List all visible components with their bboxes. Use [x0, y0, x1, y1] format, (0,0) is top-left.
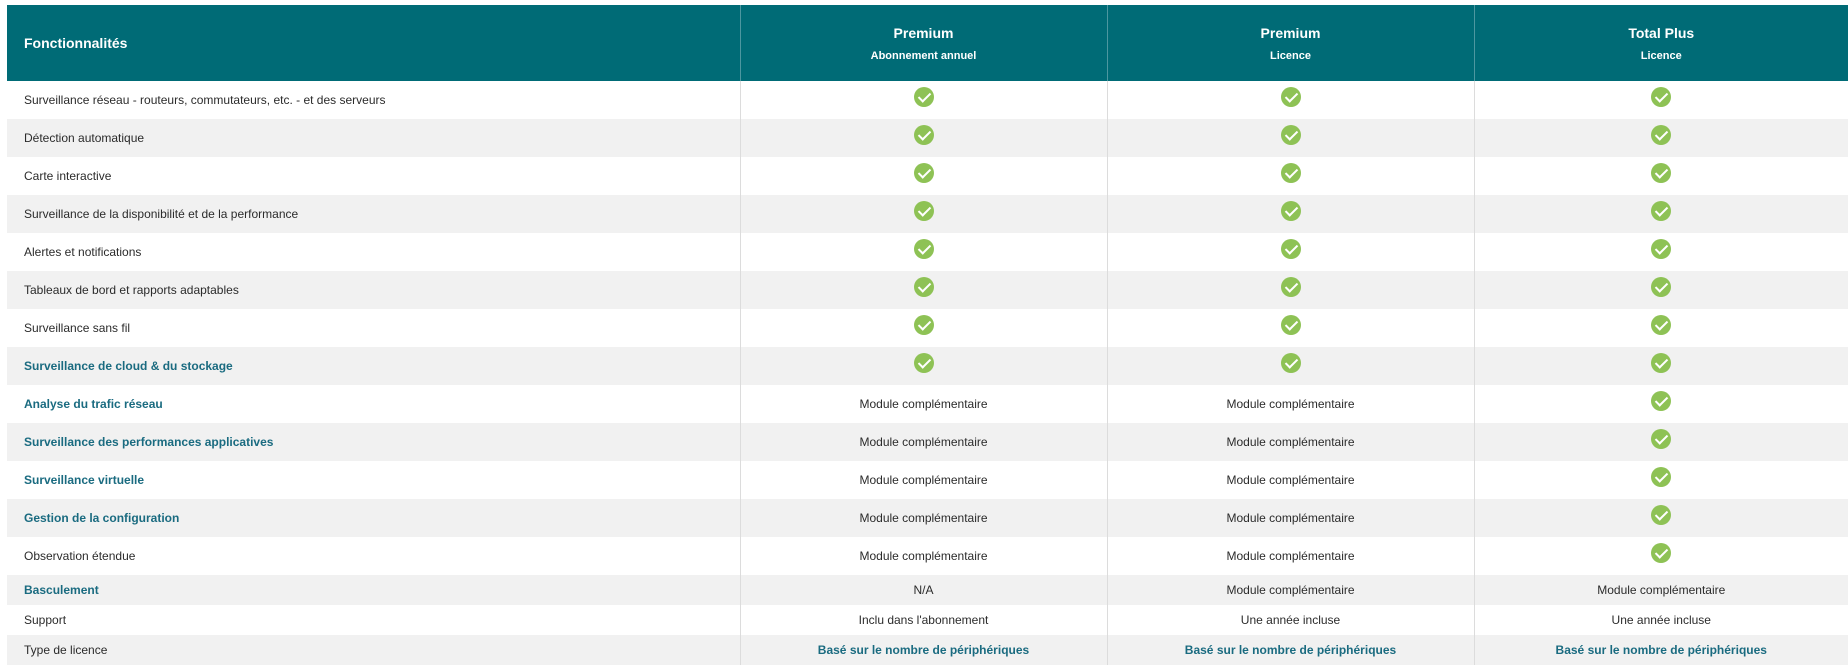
plan-cell: [1474, 271, 1848, 309]
check-icon: [914, 239, 934, 259]
plan-cell: [740, 195, 1107, 233]
table-row: [7, 271, 1848, 309]
plan-cell: [1474, 347, 1848, 385]
table-row: [7, 385, 1848, 423]
check-icon: [1651, 87, 1671, 107]
feature-link[interactable]: Analyse du trafic réseau: [7, 385, 740, 423]
plan-cell: Module complémentaire: [1474, 575, 1848, 605]
table-row: [7, 119, 1848, 157]
table-row: [7, 499, 1848, 537]
table-row: [7, 537, 1848, 575]
check-icon: [1281, 163, 1301, 183]
comparison-table-container: [7, 5, 1848, 669]
check-icon: [1651, 125, 1671, 145]
check-icon: [1651, 353, 1671, 373]
plan-cell: Module complémentaire: [740, 385, 1107, 423]
check-icon: [1651, 201, 1671, 221]
check-icon: [1651, 163, 1671, 183]
plan-cell: [1107, 81, 1474, 119]
plan-cell: [740, 157, 1107, 195]
plan-cell: [740, 233, 1107, 271]
plan-cell: Module complémentaire: [1107, 499, 1474, 537]
check-icon: [1651, 505, 1671, 525]
table-row: [7, 309, 1848, 347]
feature-label: Surveillance réseau - routeurs, commutateurs, etc. - et des serveurs: [7, 81, 740, 119]
license-type-link[interactable]: Basé sur le nombre de périphériques: [1474, 635, 1848, 665]
license-type-link[interactable]: Basé sur le nombre de périphériques: [1107, 635, 1474, 665]
plan-cell: [1474, 537, 1848, 575]
plan-cell: Module complémentaire: [1107, 385, 1474, 423]
feature-label: Surveillance de la disponibilité et de la performance: [7, 195, 740, 233]
plan-cell: [1474, 309, 1848, 347]
table-row: [7, 575, 1848, 605]
check-icon: [1651, 467, 1671, 487]
feature-label: Surveillance sans fil: [7, 309, 740, 347]
check-icon: [1281, 277, 1301, 297]
plan-cell: Module complémentaire: [740, 499, 1107, 537]
plan-type: Licence: [1270, 49, 1311, 62]
plan-cell: Module complémentaire: [740, 423, 1107, 461]
plan-name: Premium: [1260, 24, 1321, 41]
check-icon: [1281, 353, 1301, 373]
check-icon: [1651, 239, 1671, 259]
plan-cell: Une année incluse: [1107, 605, 1474, 635]
feature-column-header: Fonctionnalités: [7, 5, 740, 81]
check-icon: [1651, 277, 1671, 297]
table-row: [7, 347, 1848, 385]
plan-header-premium-license: [1107, 5, 1474, 81]
table-row: [7, 461, 1848, 499]
check-icon: [914, 163, 934, 183]
table-row: [7, 423, 1848, 461]
check-icon: [1281, 239, 1301, 259]
plan-cell: [740, 271, 1107, 309]
plan-type: Abonnement annuel: [870, 49, 977, 62]
plan-cell: [1474, 423, 1848, 461]
plan-cell: [1107, 233, 1474, 271]
check-icon: [914, 87, 934, 107]
plan-cell: [740, 309, 1107, 347]
feature-label: Observation étendue: [7, 537, 740, 575]
plan-cell: Module complémentaire: [1107, 423, 1474, 461]
feature-label: Type de licence: [7, 635, 740, 665]
table-row: [7, 605, 1848, 635]
plan-cell: Inclu dans l'abonnement: [740, 605, 1107, 635]
feature-label: Support: [7, 605, 740, 635]
plan-cell: Module complémentaire: [740, 537, 1107, 575]
check-icon: [1651, 543, 1671, 563]
plan-cell: N/A: [740, 575, 1107, 605]
table-row: [7, 233, 1848, 271]
check-icon: [1281, 315, 1301, 335]
check-icon: [914, 125, 934, 145]
plan-cell: [1107, 119, 1474, 157]
plan-header-total-plus-license: [1474, 5, 1848, 81]
plan-cell: [1474, 81, 1848, 119]
table-row: [7, 81, 1848, 119]
check-icon: [1651, 315, 1671, 335]
plan-cell: [1474, 461, 1848, 499]
feature-link[interactable]: Basculement: [7, 575, 740, 605]
plan-cell: [740, 81, 1107, 119]
check-icon: [1281, 87, 1301, 107]
check-icon: [1281, 125, 1301, 145]
plan-cell: Module complémentaire: [740, 461, 1107, 499]
plan-cell: Module complémentaire: [1107, 461, 1474, 499]
plan-cell: [1474, 385, 1848, 423]
check-icon: [914, 277, 934, 297]
plan-cell: [1107, 309, 1474, 347]
table-row: [7, 195, 1848, 233]
plan-cell: [1474, 195, 1848, 233]
plan-cell: [1107, 195, 1474, 233]
plan-cell: [1474, 119, 1848, 157]
plan-cell: [1107, 347, 1474, 385]
plan-cell: [1474, 499, 1848, 537]
feature-label: Tableaux de bord et rapports adaptables: [7, 271, 740, 309]
plan-header-premium-subscription: [740, 5, 1107, 81]
plan-cell: Une année incluse: [1474, 605, 1848, 635]
check-icon: [914, 315, 934, 335]
feature-link[interactable]: Surveillance virtuelle: [7, 461, 740, 499]
plan-cell: Module complémentaire: [1107, 575, 1474, 605]
feature-label: Carte interactive: [7, 157, 740, 195]
check-icon: [1281, 201, 1301, 221]
plan-type: Licence: [1640, 49, 1682, 62]
plan-name: Total Plus: [1628, 24, 1695, 41]
feature-link[interactable]: Surveillance des performances applicatives: [7, 423, 740, 461]
license-type-link[interactable]: Basé sur le nombre de périphériques: [740, 635, 1107, 665]
feature-comparison-table: [7, 5, 1848, 665]
table-row: [7, 157, 1848, 195]
plan-cell: [1474, 157, 1848, 195]
feature-link[interactable]: Surveillance de cloud & du stockage: [7, 347, 740, 385]
feature-label: Détection automatique: [7, 119, 740, 157]
check-icon: [914, 353, 934, 373]
plan-cell: Module complémentaire: [1107, 537, 1474, 575]
plan-cell: [740, 119, 1107, 157]
table-row: [7, 635, 1848, 665]
header-row: [7, 5, 1848, 81]
check-icon: [1651, 429, 1671, 449]
feature-label: Alertes et notifications: [7, 233, 740, 271]
plan-cell: [740, 347, 1107, 385]
plan-cell: [1107, 157, 1474, 195]
plan-name: Premium: [893, 24, 954, 41]
feature-link[interactable]: Gestion de la configuration: [7, 499, 740, 537]
plan-cell: [1474, 233, 1848, 271]
plan-cell: [1107, 271, 1474, 309]
check-icon: [1651, 391, 1671, 411]
check-icon: [914, 201, 934, 221]
